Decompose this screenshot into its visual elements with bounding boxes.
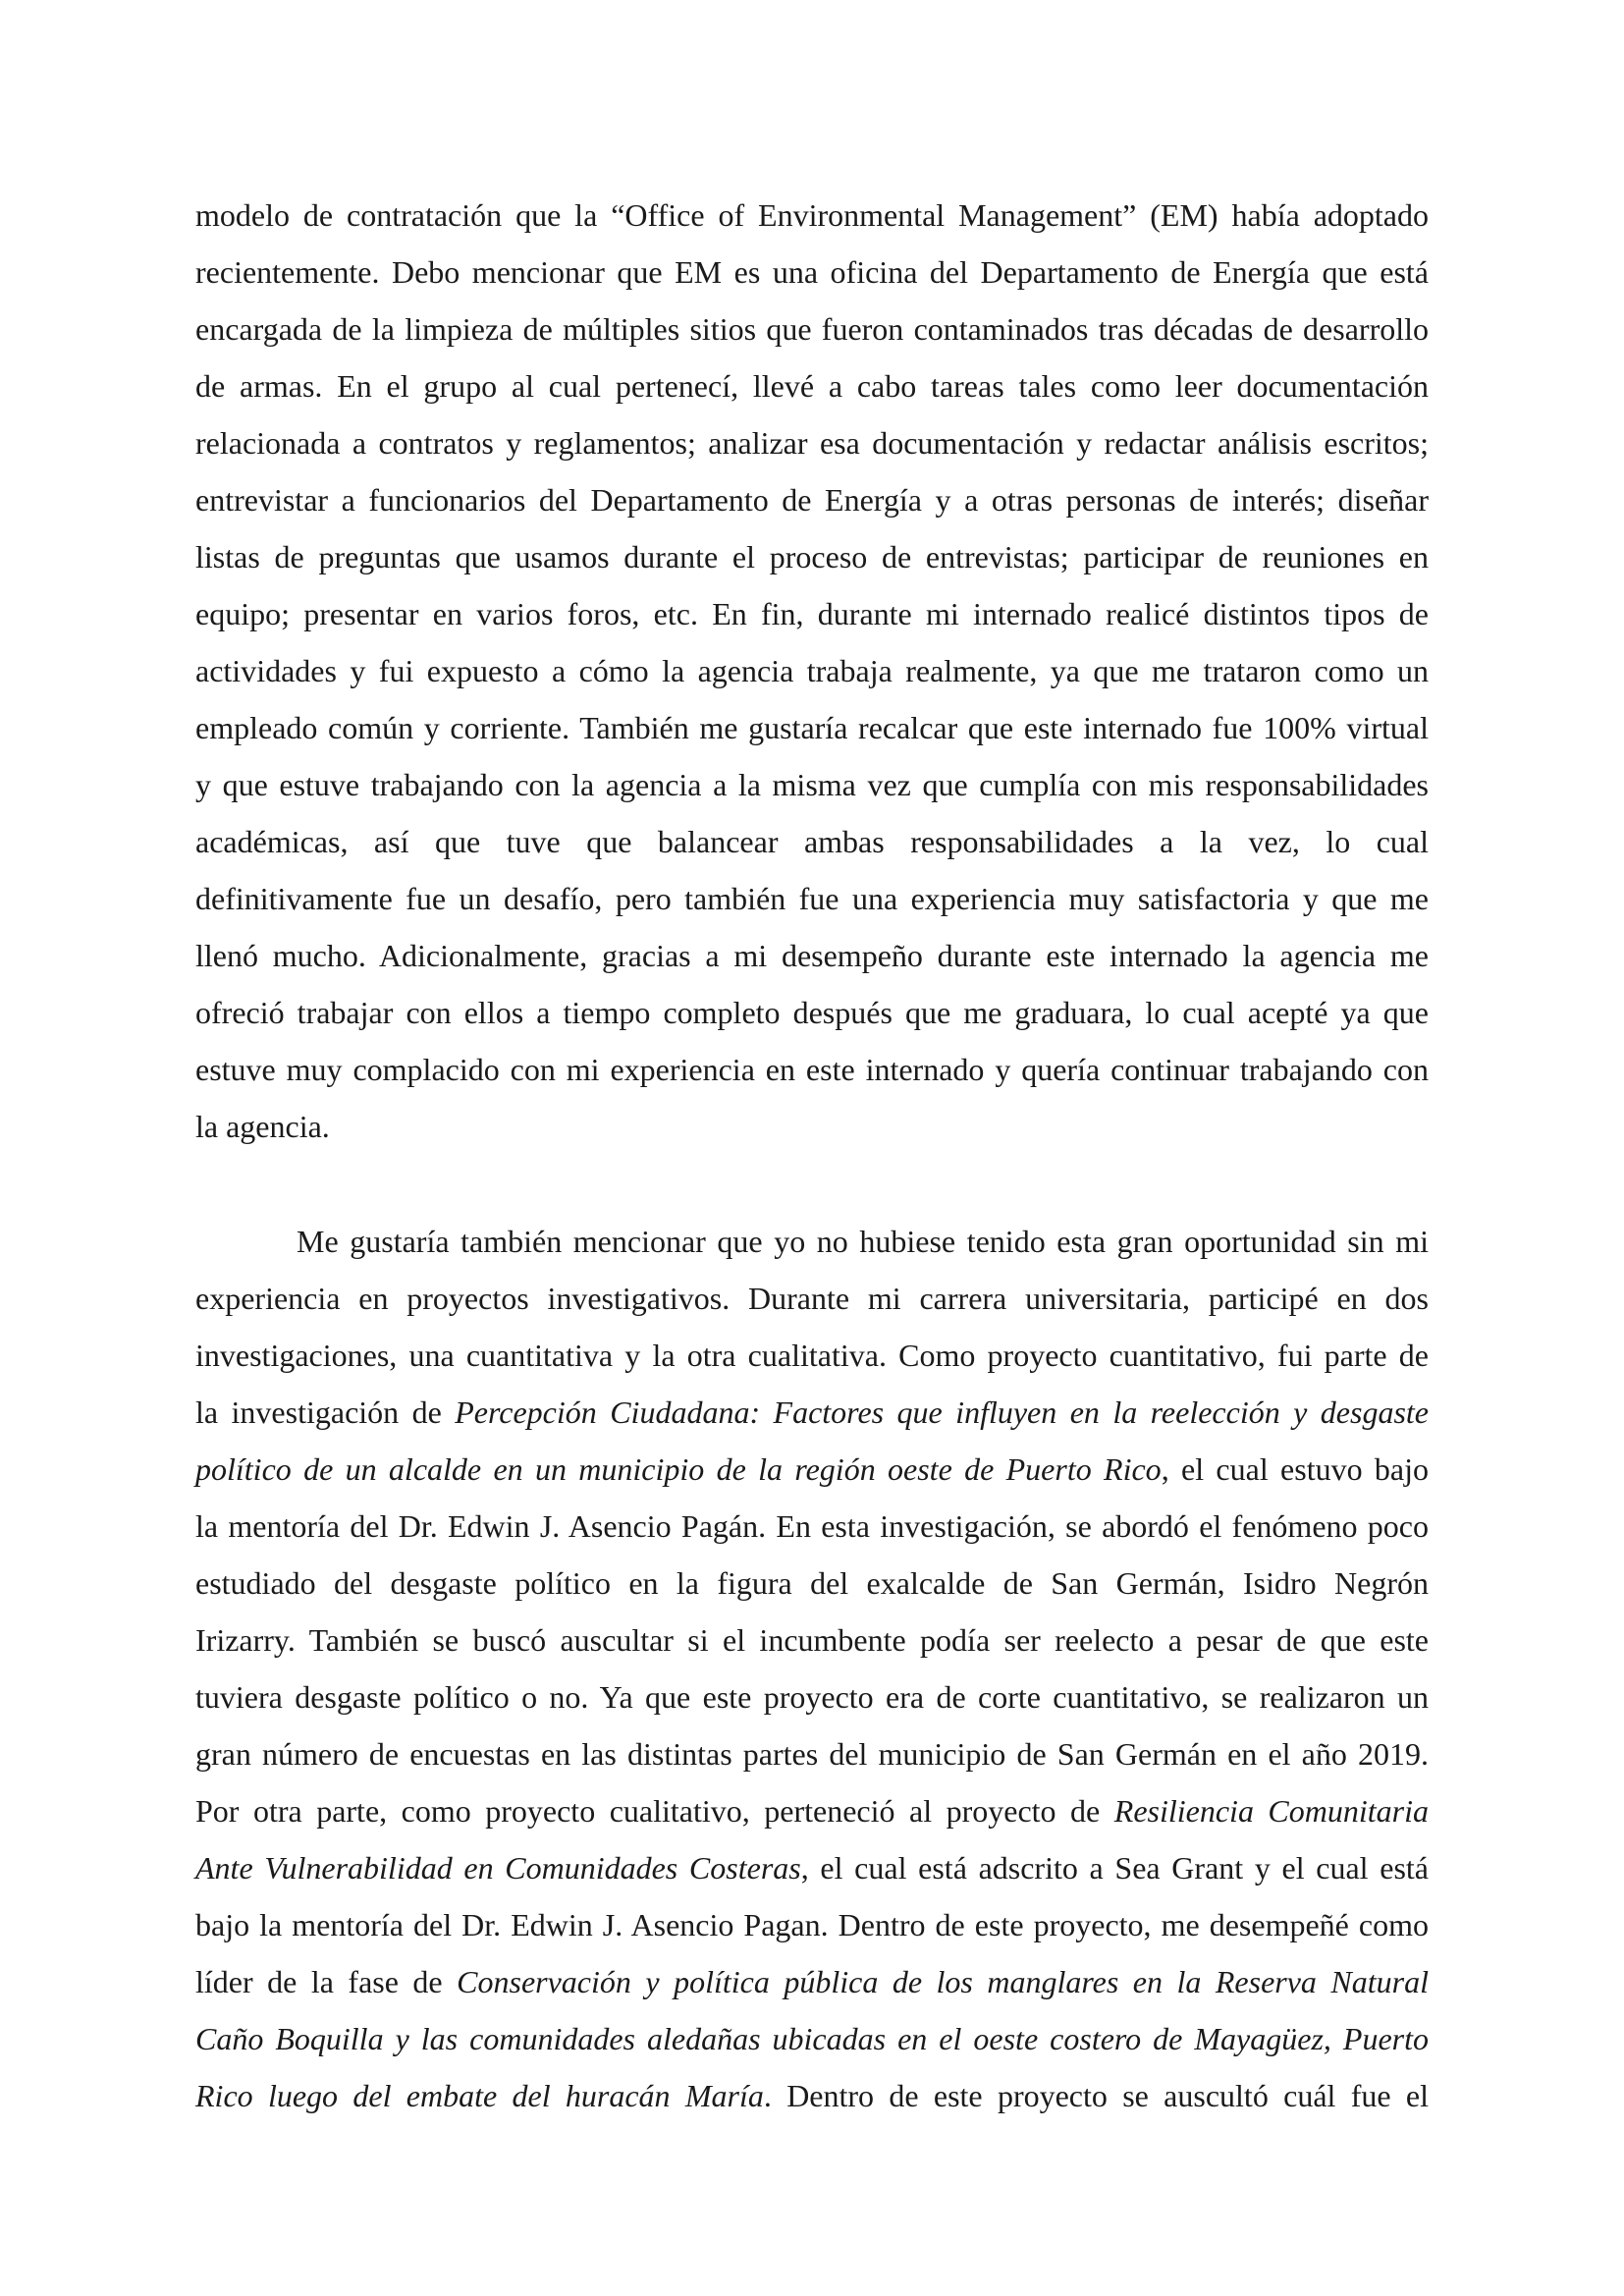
- paragraph-1: [195, 187, 1429, 1155]
- body-text: equipo; presentar en varios foros, etc. En fin, durante mi internado realicé distintos tipos de: [195, 596, 1429, 631]
- body-text: Me gustaría también mencionar que yo no hubiese tenido esta gran oportunidad sin mi: [297, 1224, 1429, 1259]
- body-text: de armas. En el grupo al cual pertenecí, llevé a cabo tareas tales como leer documentación: [195, 368, 1429, 404]
- text-line: [195, 357, 1429, 414]
- body-text: y que estuve trabajando con la agencia a la misma vez que cumplía con mis responsabilidades: [195, 767, 1429, 802]
- body-text: empleado común y corriente. También me gustaría recalcar que este internado fue 100% virtual: [195, 710, 1429, 745]
- text-line: [195, 756, 1429, 813]
- italic-title-text: Ante Vulnerabilidad en Comunidades Costeras: [195, 1850, 801, 1886]
- text-line: [195, 1953, 1429, 2010]
- text-line: [195, 528, 1429, 585]
- italic-title-text: Percepción Ciudadana: Factores que influyen en la reelección y desgaste: [455, 1394, 1430, 1430]
- text-line: [195, 1270, 1429, 1327]
- body-text: bajo la mentoría del Dr. Edwin J. Asencio Pagan. Dentro de este proyecto, me desempeñé como: [195, 1907, 1429, 1942]
- body-text: la mentoría del Dr. Edwin J. Asencio Pagán. En esta investigación, se abordó el fenómeno poco: [195, 1508, 1429, 1544]
- text-line: [195, 1213, 1429, 1270]
- text-line: [195, 471, 1429, 528]
- body-text: recientemente. Debo mencionar que EM es una oficina del Departamento de Energía que está: [195, 254, 1429, 290]
- text-line: [195, 642, 1429, 699]
- body-text: listas de preguntas que usamos durante el proceso de entrevistas; participar de reuniones en: [195, 539, 1429, 574]
- text-line: [195, 301, 1429, 357]
- body-text: llenó mucho. Adicionalmente, gracias a mi desempeño durante este internado la agencia me: [195, 938, 1429, 973]
- body-text: líder de la fase de: [195, 1964, 458, 1999]
- body-text: actividades y fui expuesto a cómo la agencia trabaja realmente, ya que me trataron como un: [195, 653, 1429, 688]
- body-text: estudiado del desgaste político en la figura del exalcalde de San Germán, Isidro Negrón: [195, 1565, 1429, 1601]
- text-line: [195, 870, 1429, 927]
- body-text: , el cual está adscrito a Sea Grant y el cual está: [800, 1850, 1430, 1886]
- body-text: Irizarry. También se buscó auscultar si el incumbente podía ser reelecto a pesar de que este: [195, 1622, 1429, 1658]
- text-line: [195, 1725, 1429, 1782]
- text-line: [195, 187, 1429, 244]
- text-line: [195, 984, 1429, 1041]
- italic-title-text: Caño Boquilla y las comunidades aledañas ubicadas en el oeste costero de Mayagüez, Puerto: [195, 2021, 1429, 2056]
- body-text: Por otra parte, como proyecto cualitativo, perteneció al proyecto de: [195, 1793, 1114, 1829]
- body-text: investigaciones, una cuantitativa y la otra cualitativa. Como proyecto cuantitativo, fui parte de: [195, 1338, 1429, 1373]
- body-text: la agencia.: [195, 1109, 330, 1144]
- text-line: [195, 1782, 1429, 1839]
- text-line: [195, 699, 1429, 756]
- body-text: definitivamente fue un desafío, pero también fue una experiencia muy satisfactoria y que me: [195, 881, 1429, 916]
- text-line: [195, 1498, 1429, 1555]
- body-text: gran número de encuestas en las distintas partes del municipio de San Germán en el año 2019.: [195, 1736, 1429, 1772]
- italic-title-text: Conservación y política pública de los manglares en la Reserva Natural: [457, 1964, 1430, 1999]
- body-text: entrevistar a funcionarios del Departamento de Energía y a otras personas de interés; diseñar: [195, 482, 1429, 518]
- body-text: encargada de la limpieza de múltiples sitios que fueron contaminados tras décadas de desarrollo: [195, 311, 1429, 347]
- text-line: [195, 1668, 1429, 1725]
- body-text: la investigación de: [195, 1394, 456, 1430]
- text-line: [195, 1839, 1429, 1896]
- text-line: [195, 244, 1429, 301]
- text-line: [195, 585, 1429, 642]
- text-line: [195, 1384, 1429, 1441]
- text-line: [195, 2067, 1429, 2124]
- body-text: tuviera desgaste político o no. Ya que este proyecto era de corte cuantitativo, se realizaron un: [195, 1679, 1429, 1715]
- text-line: [195, 1098, 1429, 1155]
- text-line: [195, 414, 1429, 471]
- body-text: modelo de contratación que la “Office of Environmental Management” (EM) había adoptado: [195, 197, 1429, 233]
- text-line: [195, 927, 1429, 984]
- body-text: . Dentro de este proyecto se auscultó cuál fue el: [763, 2078, 1430, 2113]
- text-line: [195, 1041, 1429, 1098]
- italic-title-text: Resiliencia Comunitaria: [1113, 1793, 1430, 1829]
- italic-title-text: Rico luego del embate del huracán María: [195, 2078, 764, 2113]
- text-line: [195, 1327, 1429, 1384]
- text-line: [195, 1896, 1429, 1953]
- body-text: relacionada a contratos y reglamentos; analizar esa documentación y redactar análisis escritos;: [195, 425, 1429, 461]
- text-line: [195, 1441, 1429, 1498]
- body-text: , el cual estuvo bajo: [1161, 1451, 1430, 1487]
- text-line: [195, 1555, 1429, 1612]
- italic-title-text: político de un alcalde en un municipio de la región oeste de Puerto Rico: [195, 1451, 1162, 1487]
- text-line: [195, 2010, 1429, 2067]
- body-text: ofreció trabajar con ellos a tiempo completo después que me graduara, lo cual acepté ya que: [195, 995, 1429, 1030]
- text-line: [195, 1612, 1429, 1668]
- paragraph-2: [195, 1213, 1429, 2124]
- text-line: [195, 813, 1429, 870]
- body-text: experiencia en proyectos investigativos. Durante mi carrera universitaria, participé en dos: [195, 1281, 1429, 1316]
- body-text: académicas, así que tuve que balancear ambas responsabilidades a la vez, lo cual: [195, 824, 1429, 859]
- body-text: estuve muy complacido con mi experiencia en este internado y quería continuar trabajando con: [195, 1052, 1429, 1087]
